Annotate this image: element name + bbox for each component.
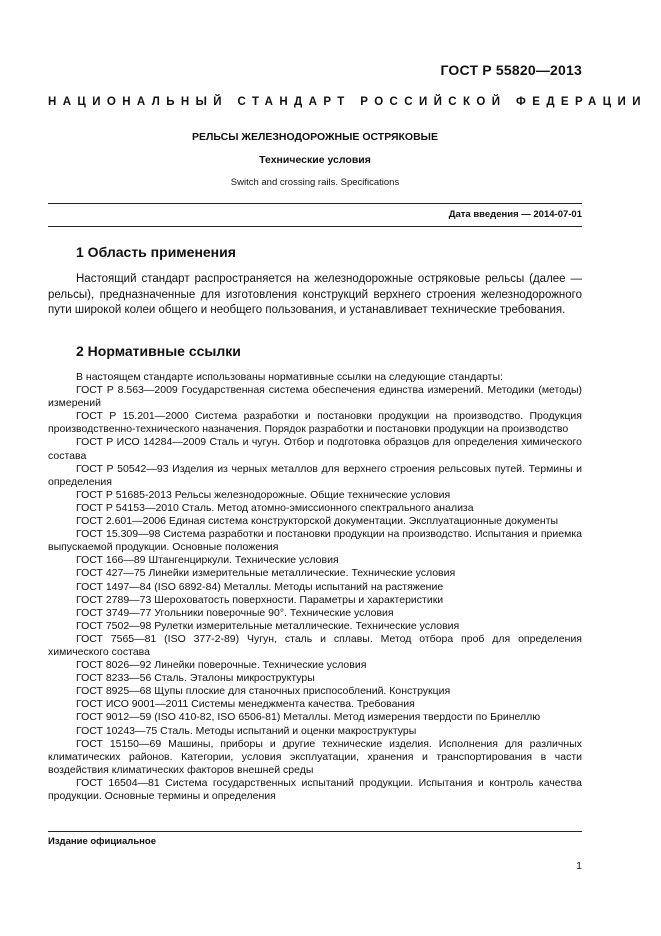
- reference-item: ГОСТ Р 15.201—2000 Система разработки и постановки продукции на производство. Продукция производственно-технического назначения. Порядок разработки и постановки продукции на производство: [48, 410, 582, 436]
- section-2-heading: 2 Нормативные ссылки: [76, 343, 241, 359]
- divider-footer: [48, 831, 582, 832]
- reference-item: ГОСТ Р 50542—93 Изделия из черных металлов для верхнего строения рельсовых путей. Термины и определения: [48, 462, 582, 488]
- reference-item: ГОСТ 2789—73 Шероховатость поверхности. Параметры и характеристики: [76, 593, 444, 606]
- reference-item: ГОСТ 8925—68 Щупы плоские для станочных приспособлений. Конструкция: [76, 685, 451, 698]
- reference-item: ГОСТ 10243—75 Сталь. Методы испытаний и оценки макроструктуры: [76, 724, 417, 737]
- divider-date: [48, 226, 582, 227]
- document-subtitle: Технические условия: [259, 154, 371, 166]
- normative-references: [48, 371, 582, 803]
- reference-item: ГОСТ 7502—98 Рулетки измерительные металлические. Технические условия: [76, 619, 460, 632]
- reference-item: ГОСТ 8233—56 Сталь. Эталоны микроструктуры: [76, 672, 315, 685]
- reference-item: ГОСТ 3749—77 Угольники поверочные 90°. Технические условия: [76, 606, 394, 619]
- references-intro: В настоящем стандарте использованы нормативные ссылки на следующие стандарты:: [76, 371, 503, 383]
- document-code: ГОСТ Р 55820—2013: [440, 62, 582, 78]
- section-1-heading: 1 Область применения: [76, 244, 236, 260]
- national-standard-banner: НАЦИОНАЛЬНЫЙ СТАНДАРТ РОССИЙСКОЙ ФЕДЕРАЦИИ: [48, 96, 647, 108]
- reference-item: ГОСТ 166—89 Штангенциркули. Технические условия: [76, 554, 339, 567]
- reference-item: ГОСТ Р 51685-2013 Рельсы железнодорожные. Общие технические условия: [76, 488, 451, 501]
- reference-item: ГОСТ 8026—92 Линейки поверочные. Технические условия: [76, 659, 367, 672]
- reference-item: ГОСТ 427—75 Линейки измерительные металлические. Технические условия: [76, 567, 456, 580]
- section-1-text: Настоящий стандарт распространяется на железнодорожные остряковые рельсы (далее — рельсы), предназначенные для изготовления конструкций верхнего строения железнодорожного пути широкой колеи общего и необщего пользования, и устанавливает технические требования.: [48, 273, 582, 316]
- reference-item: ГОСТ 1497—84 (ISO 6892-84) Металлы. Методы испытаний на растяжение: [76, 580, 444, 593]
- reference-item: ГОСТ 15.309—98 Система разработки и постановки продукции на производство. Испытания и приемка выпускаемой продукции. Основные положения: [48, 528, 582, 554]
- reference-item: ГОСТ Р 8.563—2009 Государственная система обеспечения единства измерений. Методики (методы) измерений: [48, 384, 582, 410]
- reference-item: ГОСТ 16504—81 Система государственных испытаний продукции. Испытания и контроль качества продукции. Основные термины и определения: [48, 776, 582, 802]
- english-title: Switch and crossing rails. Specifications: [230, 177, 400, 188]
- reference-item: ГОСТ 7565—81 (ISO 377-2-89) Чугун, сталь и сплавы. Метод отбора проб для определения химического состава: [48, 632, 582, 658]
- introduction-date: Дата введения — 2014-07-01: [448, 209, 582, 220]
- reference-item: ГОСТ 2.601—2006 Единая система конструкторской документации. Эксплуатационные документы: [76, 515, 559, 528]
- official-edition-label: Издание официальное: [48, 836, 156, 847]
- reference-item: ГОСТ Р 54153—2010 Сталь. Метод атомно-эмиссионного спектрального анализа: [76, 501, 474, 514]
- page-number: 1: [576, 860, 582, 872]
- divider-top: [48, 203, 582, 204]
- reference-item: ГОСТ 9012—59 (ISO 410-82, ISO 6506-81) Металлы. Метод измерения твердости по Бринеллю: [76, 711, 541, 724]
- reference-item: ГОСТ Р ИСО 14284—2009 Сталь и чугун. Отбор и подготовка образцов для определения химического состава: [48, 436, 582, 462]
- document-title: РЕЛЬСЫ ЖЕЛЕЗНОДОРОЖНЫЕ ОСТРЯКОВЫЕ: [192, 131, 438, 143]
- reference-item: ГОСТ ИСО 9001—2011 Системы менеджмента качества. Требования: [76, 698, 415, 711]
- reference-item: ГОСТ 15150—69 Машины, приборы и другие технические изделия. Исполнения для различных климатических районов. Категории, условия эксплуатации, хранения и транспортирования в части воздействия климатических факторов внешней среды: [48, 737, 582, 776]
